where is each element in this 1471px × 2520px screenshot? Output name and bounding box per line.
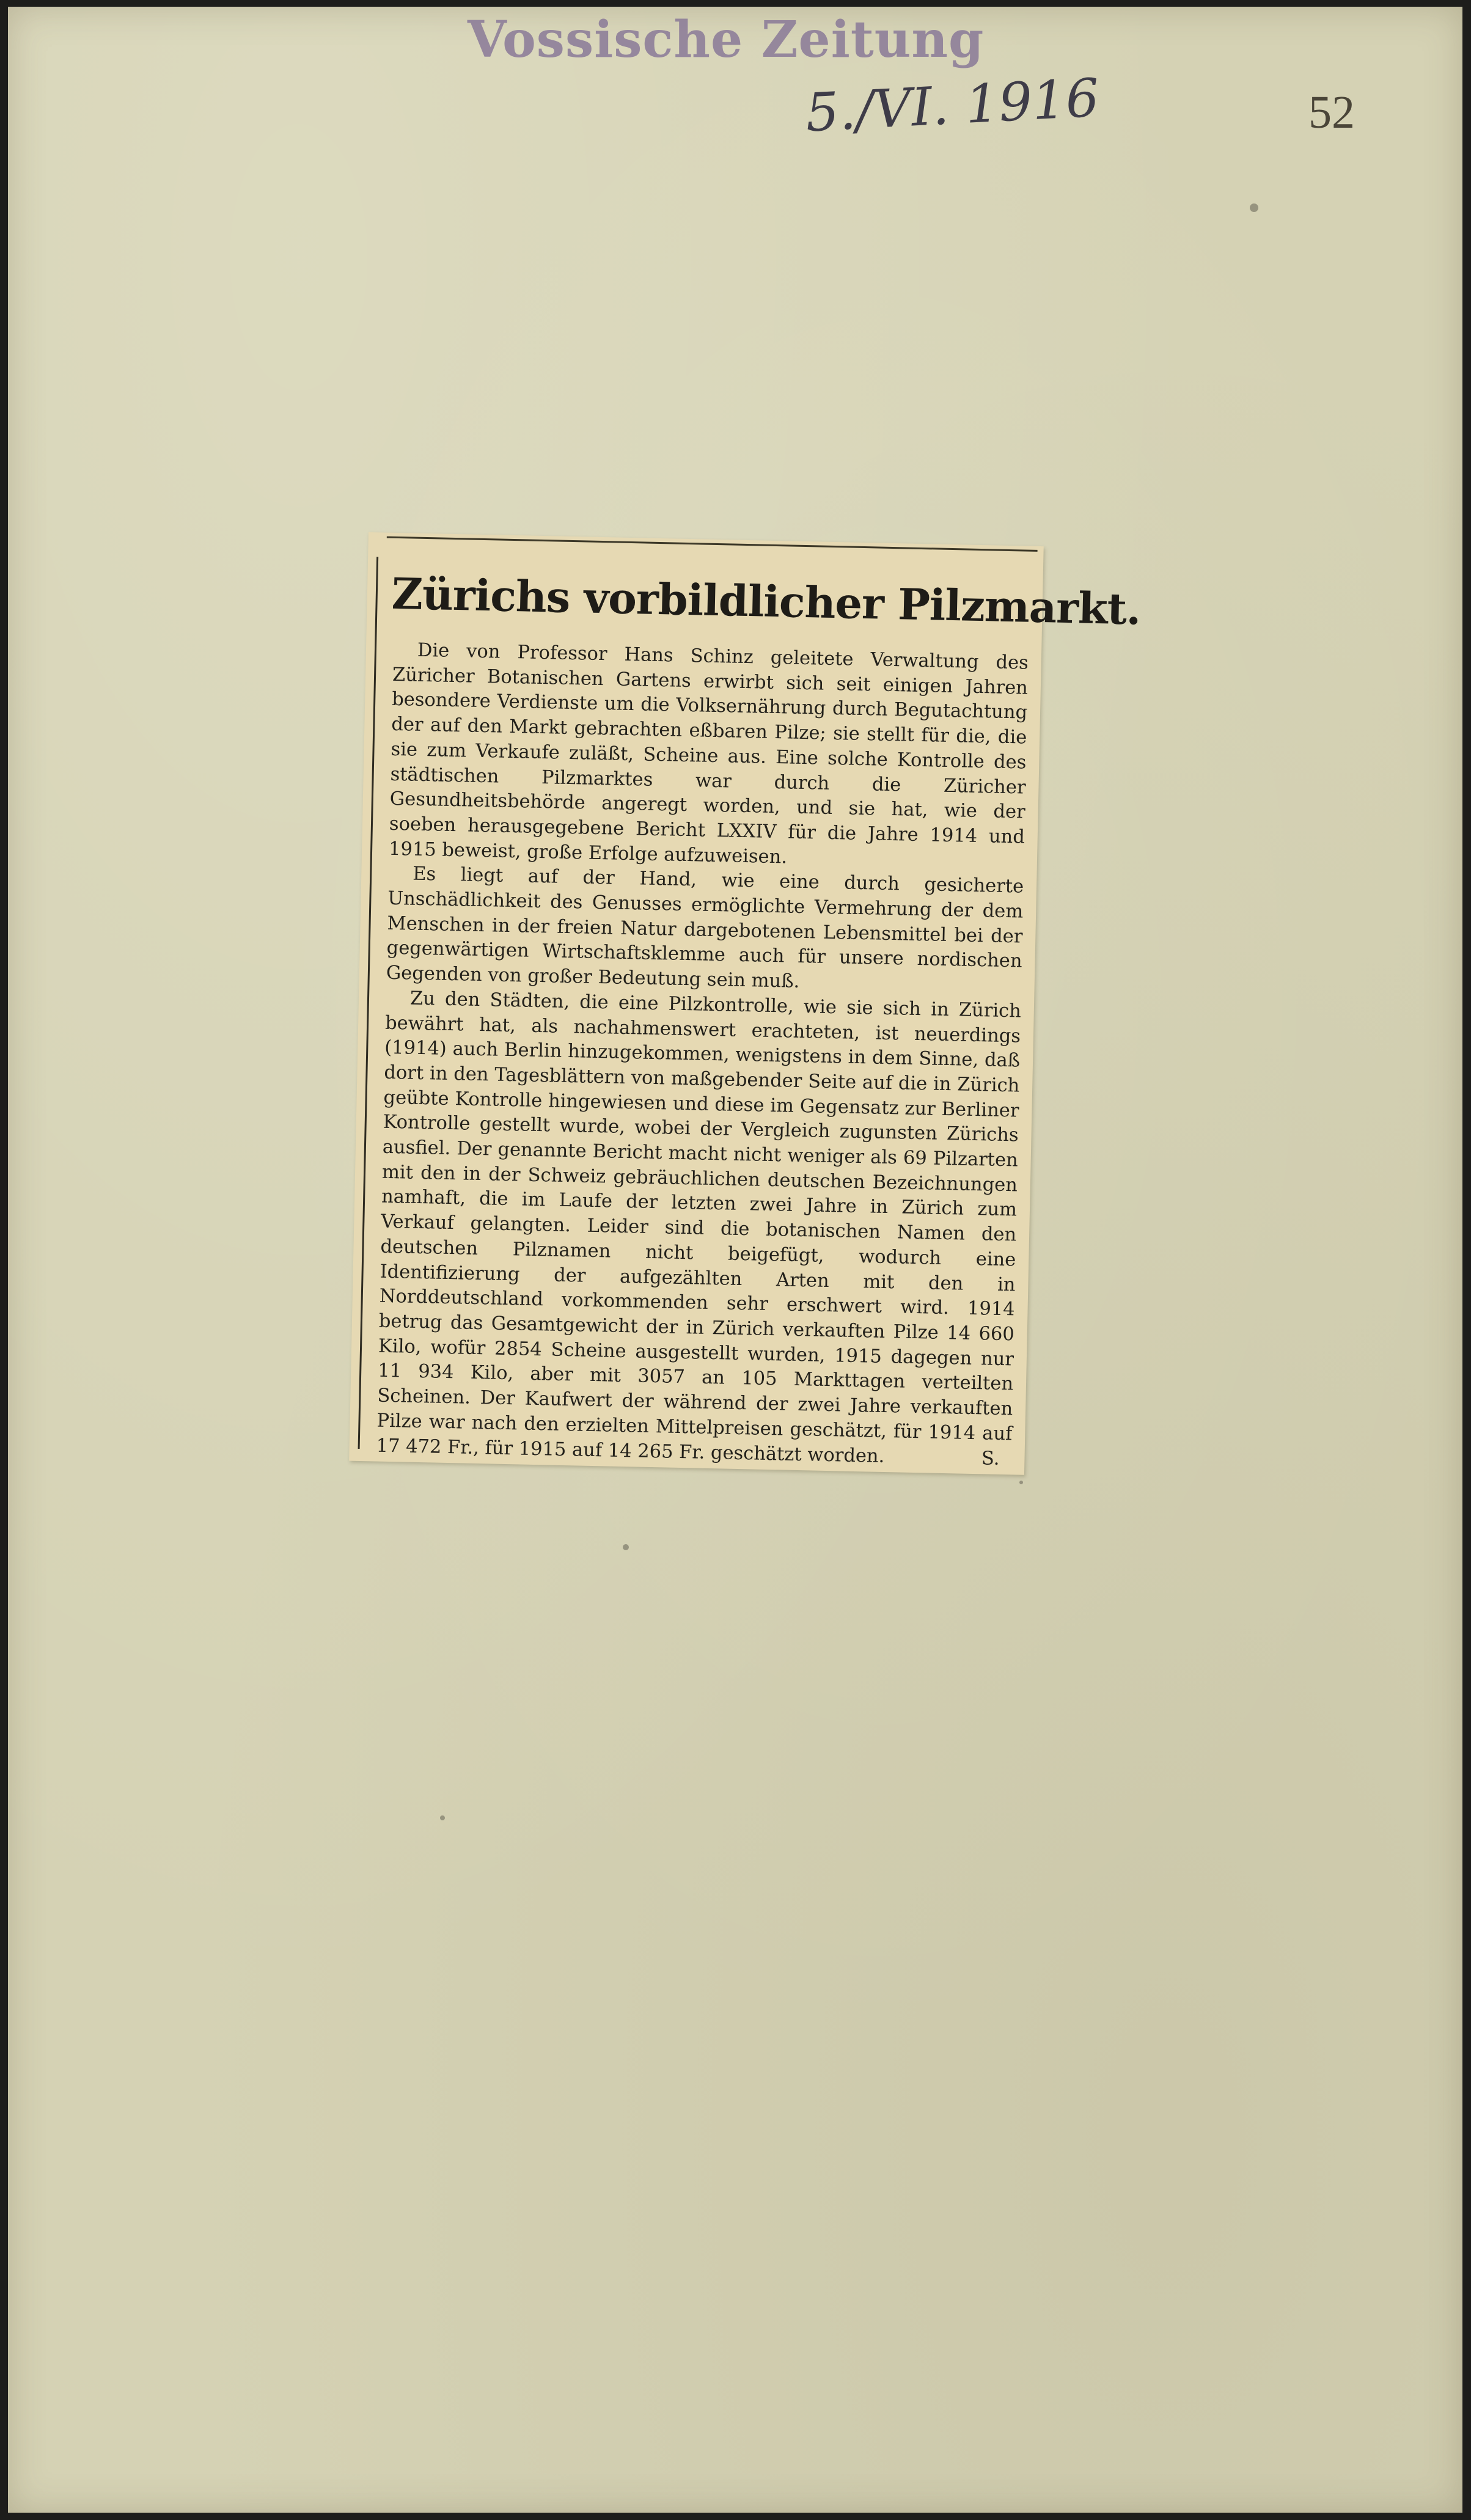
page-number: 52: [1308, 87, 1355, 138]
handwritten-date: 5./VI. 1916: [804, 67, 1101, 144]
newspaper-clipping: [349, 532, 1142, 1475]
newspaper-stamp: Vossische Zeitung: [468, 10, 985, 69]
paper-speck: [1250, 203, 1258, 212]
article-title: Zürichs vorbildlicher Pilzmarkt.: [391, 568, 1142, 635]
clipping-left-rule: [358, 557, 379, 1449]
article-signature: S.: [981, 1448, 1000, 1470]
article-paragraph: Zu den Städten, die eine Pilzkontrolle, wie sie sich in Zürich bewährt hat, als nachahmenswert erachteten, ist neuerdings (1914) auch Berlin hinzugekommen, wenigstens in dem Sinne, daß dort in den Tagesblättern von maßgebender Seite auf die in Zürich geübte Kontrolle hingewiesen und diese im Gegensatz zur Berliner Kontrolle gestellt wurde, wobei der Vergleich zugunsten Zürichs ausfiel. Der genannte Bericht macht nicht weniger als 69 Pilzarten mit den in der Schweiz gebräuchlichen deutschen Bezeichnungen namhaft, die im Laufe der letzten zwei Jahre in Zürich zum Verkauf gelangten. Leider sind die botanischen Namen den deutschen Pilznamen nicht beigefügt, wodurch eine Identifizierung der aufgezählten Arten mit den in Norddeutschland vorkommenden sehr erschwert wird. 1914 betrug das Gesamtgewicht der in Zürich verkauften Pilze 14 660 Kilo, wofür 2854 Scheine ausgestellt wurden, 1915 dagegen nur 11 934 Kilo, aber mit 3057 an 105 Markttagen verteilten Scheinen. Der Kaufwert der während der zwei Jahre verkauften Pilze war nach den erzielten Mittelpreisen geschätzt, für 1914 auf 17 472 Fr., für 1915 auf 14 265 Fr. geschätzt worden.: [376, 987, 1022, 1467]
paper-speck: [440, 1815, 445, 1820]
paper-speck: [1019, 1481, 1023, 1484]
article-paragraph: Die von Professor Hans Schinz geleitete Verwaltung des Züricher Botanischen Gartens erwirbt sich seit einigen Jahren besondere Verdienste um die Volksernährung durch Begutachtung der auf den Markt gebrachten eßbaren Pilze; sie stellt für die, die sie zum Verkaufe zuläßt, Scheine aus. Eine solche Kontrolle des städtischen Pilzmarktes war durch die Züricher Gesundheitsbehörde angeregt worden, und sie hat, wie der soeben herausgegebene Bericht LXXIV für die Jahre 1914 und 1915 beweist, große Erfolge aufzuweisen.: [388, 639, 1029, 868]
paper-speck: [623, 1544, 629, 1550]
article-body: [376, 638, 1029, 1472]
article-paragraph: Es liegt auf der Hand, wie eine durch gesicherte Unschädlichkeit des Genusses ermöglichte Vermehrung der dem Menschen in der freien Natur dargebotenen Lebensmittel bei der gegenwärtigen Wirtschaftsklemme auch für unsere nordischen Gegenden von großer Bedeutung sein muß.: [386, 863, 1024, 993]
clipping-top-rule: [387, 537, 1038, 552]
archive-sheet: [8, 7, 1462, 2513]
